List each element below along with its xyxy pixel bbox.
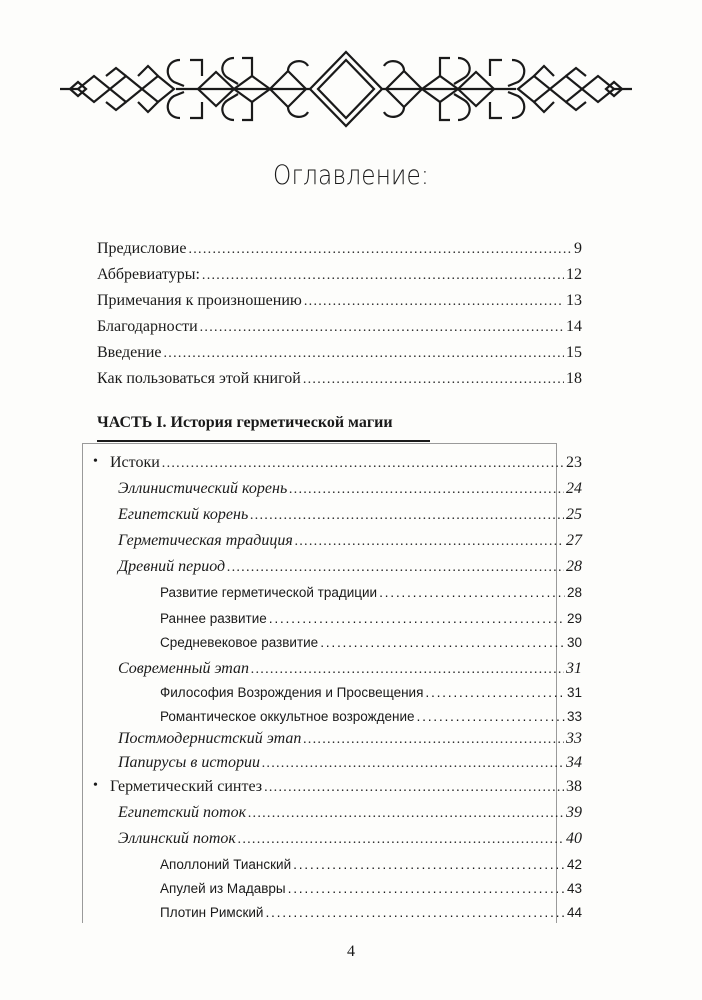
dot-leader: [265, 904, 565, 920]
toc-entry-label: Эллинский поток: [118, 830, 236, 847]
toc-entry-page: 33: [566, 730, 582, 747]
dot-leader: [200, 318, 564, 336]
toc-entry-label: Древний период: [118, 558, 226, 575]
toc-entry-page: 27: [566, 532, 582, 549]
toc-entry-page: 29: [566, 611, 582, 626]
toc-entry[interactable]: [97, 344, 582, 362]
dot-leader: [202, 266, 564, 284]
toc-entry-label: Введение: [97, 344, 162, 361]
toc-entry-label: Египетский поток: [118, 804, 247, 821]
toc-entry[interactable]: [97, 240, 582, 258]
toc-entry-page: 31: [566, 685, 582, 700]
toc-entry-label: Египетский корень: [118, 506, 249, 523]
toc-entry-page: 25: [566, 506, 582, 523]
bullet-marker: •: [93, 778, 98, 793]
toc-entry-page: 28: [566, 558, 582, 575]
toc-entry-label: Истоки: [110, 454, 160, 471]
toc-entry[interactable]: [110, 454, 582, 472]
toc-entry-label: Постмодернистский этап: [118, 730, 302, 747]
toc-entry-label: Философия Возрождения и Просвещения: [160, 685, 424, 700]
toc-entry-page: 30: [566, 635, 582, 650]
toc-entry-label: Предисловие: [97, 240, 187, 257]
toc-entry-label: Развитие герметической традиции: [160, 585, 378, 600]
toc-entry-page: 33: [566, 709, 582, 724]
toc-entry[interactable]: [160, 584, 582, 600]
dot-leader: [262, 754, 564, 772]
toc-entry-label: Как пользоваться этой книгой: [97, 370, 301, 387]
toc-entry-page: 15: [566, 344, 582, 361]
toc-entry-label: Герметическая традиция: [118, 532, 293, 549]
toc-entry[interactable]: [118, 804, 582, 822]
toc-entry-page: 24: [566, 480, 582, 497]
toc-entry-page: 23: [566, 454, 582, 471]
toc-entry-page: 13: [566, 292, 582, 309]
dot-leader: [320, 634, 565, 650]
dot-leader: [293, 856, 565, 872]
toc-entry-page: 12: [566, 266, 582, 283]
toc-entry-label: Раннее развитие: [160, 611, 267, 626]
toc-entry-label: Герметический синтез: [110, 778, 263, 795]
toc-entry[interactable]: [110, 778, 582, 796]
toc-entry[interactable]: [160, 904, 582, 920]
toc-entry[interactable]: [118, 660, 582, 678]
toc-entry[interactable]: [160, 610, 582, 626]
dot-leader: [251, 660, 564, 678]
page-number: 4: [347, 943, 355, 960]
bullet-marker: •: [93, 454, 98, 469]
toc-entry[interactable]: [160, 856, 582, 872]
toc-entry[interactable]: [160, 684, 582, 700]
dot-leader: [164, 344, 565, 362]
dot-leader: [303, 370, 564, 388]
toc-entry-label: Аббревиатуры:: [97, 266, 200, 283]
dot-leader: [304, 292, 564, 310]
dot-leader: [238, 830, 564, 848]
dot-leader: [379, 584, 565, 600]
part-heading: ЧАСТЬ I. История герметической магии: [97, 414, 393, 431]
toc-entry-label: Благодарности: [97, 318, 198, 335]
toc-entry-label: Эллинистический корень: [118, 480, 288, 497]
toc-entry-page: 28: [566, 585, 582, 600]
dot-leader: [162, 454, 564, 472]
dot-leader: [417, 708, 565, 724]
toc-entry-label: Романтическое оккультное возрождение: [160, 709, 415, 724]
toc-entry[interactable]: [118, 506, 582, 524]
toc-entry[interactable]: [97, 292, 582, 310]
toc-entry-page: 18: [566, 370, 582, 387]
dot-leader: [188, 240, 572, 258]
dot-leader: [250, 506, 564, 524]
tree-horizontal-line: [82, 443, 556, 444]
toc-entry-page: 44: [566, 905, 582, 920]
toc-entry[interactable]: [160, 708, 582, 724]
toc-entry-page: 40: [566, 830, 582, 847]
toc-entry-label: Аполлоний Тианский: [160, 857, 292, 872]
toc-entry-page: 43: [566, 881, 582, 896]
toc-entry[interactable]: [118, 480, 582, 498]
dot-leader: [269, 610, 565, 626]
toc-entry-page: 34: [566, 754, 582, 771]
dot-leader: [288, 880, 565, 896]
dot-leader: [425, 684, 565, 700]
toc-entry[interactable]: [160, 634, 582, 650]
dot-leader: [289, 480, 564, 498]
toc-entry[interactable]: [118, 532, 582, 550]
toc-entry-label: Папирусы в истории: [118, 754, 260, 771]
dot-leader: [264, 778, 564, 796]
toc-entry[interactable]: [118, 830, 582, 848]
toc-entry[interactable]: [118, 730, 582, 748]
toc-entry-label: Плотин Римский: [160, 905, 264, 920]
toc-entry-label: Современный этап: [118, 660, 250, 677]
toc-entry-page: 42: [566, 857, 582, 872]
toc-entry-page: 31: [566, 660, 582, 677]
toc-entry[interactable]: [97, 266, 582, 284]
dot-leader: [295, 532, 564, 550]
tree-vertical-line: [82, 443, 83, 923]
toc-entry[interactable]: [97, 370, 582, 388]
toc-entry-page: 39: [566, 804, 582, 821]
toc-entry[interactable]: [118, 558, 582, 576]
toc-entry-page: 14: [566, 318, 582, 335]
toc-entry-label: Апулей из Мадавры: [160, 881, 286, 896]
toc-entry-page: 38: [566, 778, 582, 795]
dot-leader: [227, 558, 564, 576]
page-title: Оглавление:: [273, 160, 429, 191]
toc-entry[interactable]: [160, 880, 582, 896]
toc-entry[interactable]: [118, 754, 582, 772]
dot-leader: [248, 804, 564, 822]
toc-entry-page: 9: [574, 240, 582, 257]
toc-entry-label: Примечания к произношению: [97, 292, 302, 309]
decorative-ornament-icon: [56, 46, 636, 132]
dot-leader: [303, 730, 564, 748]
toc-entry[interactable]: [97, 318, 582, 336]
part-heading-underline: [97, 440, 430, 442]
toc-entry-label: Средневековое развитие: [160, 635, 319, 650]
